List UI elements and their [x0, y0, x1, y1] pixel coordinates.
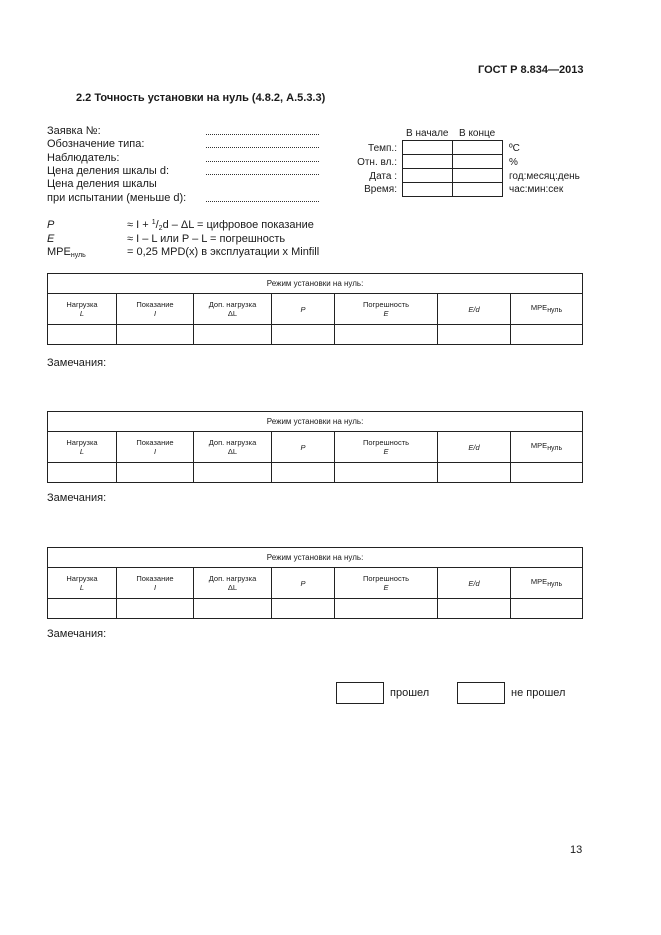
zero-setting-table-2: [47, 411, 583, 483]
col-error-header: Погрешность E: [335, 432, 438, 463]
humidity-label: Отн. вл.:: [357, 157, 397, 168]
col-extra-load-header: Доп. нагрузка ΔL: [194, 432, 272, 463]
table-cell[interactable]: [117, 463, 194, 483]
table-cell[interactable]: [511, 599, 583, 619]
col-load-header: Нагрузка L: [48, 568, 117, 599]
temp-label: Темп.:: [368, 143, 397, 154]
col-e-d-header: E/d: [438, 432, 511, 463]
document-code: ГОСТ Р 8.834—2013: [478, 64, 584, 76]
date-unit: год:месяц:день: [509, 171, 580, 182]
col-e-d-header: E/d: [438, 294, 511, 325]
col-load-header: Нагрузка L: [48, 294, 117, 325]
application-number-input[interactable]: [206, 134, 319, 135]
col-mpe-header: MPEнуль: [511, 568, 583, 599]
table-title: Режим установки на нуль:: [48, 548, 583, 568]
table-cell[interactable]: [48, 463, 117, 483]
formula-mpe-symbol: $MPE_{нуль}$: [47, 246, 86, 259]
formula-mpe-text: = 0,25 MPD(x) в эксплуатации x Minfill: [127, 246, 320, 258]
table-cell[interactable]: [511, 325, 583, 345]
failed-checkbox[interactable]: [457, 682, 505, 704]
table-cell[interactable]: [194, 599, 272, 619]
humidity-unit: %: [509, 157, 518, 168]
passed-checkbox[interactable]: [336, 682, 384, 704]
date-label: Дата :: [369, 171, 397, 182]
table-cell[interactable]: [48, 325, 117, 345]
time-start-cell[interactable]: [402, 182, 453, 197]
table-cell[interactable]: [511, 463, 583, 483]
date-start-cell[interactable]: [402, 168, 453, 183]
page-number: 13: [570, 844, 583, 856]
table-cell[interactable]: [117, 599, 194, 619]
col-error-header: Погрешность E: [335, 294, 438, 325]
passed-label: прошел: [390, 687, 430, 699]
col-load-header: Нагрузка L: [48, 432, 117, 463]
humidity-end-cell[interactable]: [452, 154, 503, 169]
col-p-header: P: [272, 568, 335, 599]
table-cell[interactable]: [272, 599, 335, 619]
table-cell[interactable]: [272, 463, 335, 483]
time-unit: час:мин:сек: [509, 184, 564, 195]
col-indication-header: Показание I: [117, 432, 194, 463]
humidity-start-cell[interactable]: [402, 154, 453, 169]
table-cell[interactable]: [194, 325, 272, 345]
table-cell[interactable]: [272, 325, 335, 345]
formula-e-symbol: E: [47, 233, 55, 245]
test-division-input[interactable]: [206, 201, 319, 202]
table-cell[interactable]: [117, 325, 194, 345]
col-indication-header: Показание I: [117, 568, 194, 599]
col-p-header: P: [272, 294, 335, 325]
table-cell[interactable]: [438, 463, 511, 483]
col-extra-load-header: Доп. нагрузка ΔL: [194, 294, 272, 325]
field-test-division-line1: Цена деления шкалы: [47, 178, 157, 190]
date-end-cell[interactable]: [452, 168, 503, 183]
time-end-cell[interactable]: [452, 182, 503, 197]
time-label: Время:: [364, 184, 397, 195]
remarks-label-2: Замечания:: [47, 492, 107, 504]
field-test-division-line2: при испытании (меньше d):: [47, 192, 187, 204]
zero-setting-table-3: [47, 547, 583, 619]
table-cell[interactable]: [335, 463, 438, 483]
conditions-start-header: В начале: [406, 128, 449, 139]
table-cell[interactable]: [438, 325, 511, 345]
temp-unit: ºC: [509, 143, 520, 154]
formula-p-text: ≈ $I + ^1/_2d - \Delta L$ = цифровое показание: [127, 219, 314, 232]
table-cell[interactable]: [335, 599, 438, 619]
formula-e-text: ≈ I – L или P – L = погрешность: [127, 233, 286, 245]
col-e-d-header: E/d: [438, 568, 511, 599]
field-observer: Наблюдатель:: [47, 152, 120, 164]
col-mpe-header: MPEнуль: [511, 432, 583, 463]
conditions-end-header: В конце: [459, 128, 496, 139]
section-title: 2.2 Точность установки на нуль (4.8.2, А.5.3.3): [76, 92, 326, 104]
col-error-header: Погрешность E: [335, 568, 438, 599]
col-p-header: P: [272, 432, 335, 463]
table-title: Режим установки на нуль:: [48, 412, 583, 432]
col-mpe-header: MPEнуль: [511, 294, 583, 325]
field-application-number: Заявка №:: [47, 125, 101, 137]
zero-setting-table-1: [47, 273, 583, 345]
table-cell[interactable]: [48, 599, 117, 619]
remarks-label-1: Замечания:: [47, 357, 107, 369]
table-title: Режим установки на нуль:: [48, 274, 583, 294]
field-type-designation: Обозначение типа:: [47, 138, 145, 150]
formula-p-symbol: P: [47, 219, 55, 231]
table-cell[interactable]: [438, 599, 511, 619]
col-extra-load-header: Доп. нагрузка ΔL: [194, 568, 272, 599]
table-cell[interactable]: [335, 325, 438, 345]
failed-label: не прошел: [511, 687, 566, 699]
field-scale-division: Цена деления шкалы d:: [47, 165, 169, 177]
table-cell[interactable]: [194, 463, 272, 483]
temp-end-cell[interactable]: [452, 140, 503, 155]
observer-input[interactable]: [206, 161, 319, 162]
temp-start-cell[interactable]: [402, 140, 453, 155]
col-indication-header: Показание I: [117, 294, 194, 325]
type-designation-input[interactable]: [206, 147, 319, 148]
remarks-label-3: Замечания:: [47, 628, 107, 640]
scale-division-input[interactable]: [206, 174, 319, 175]
